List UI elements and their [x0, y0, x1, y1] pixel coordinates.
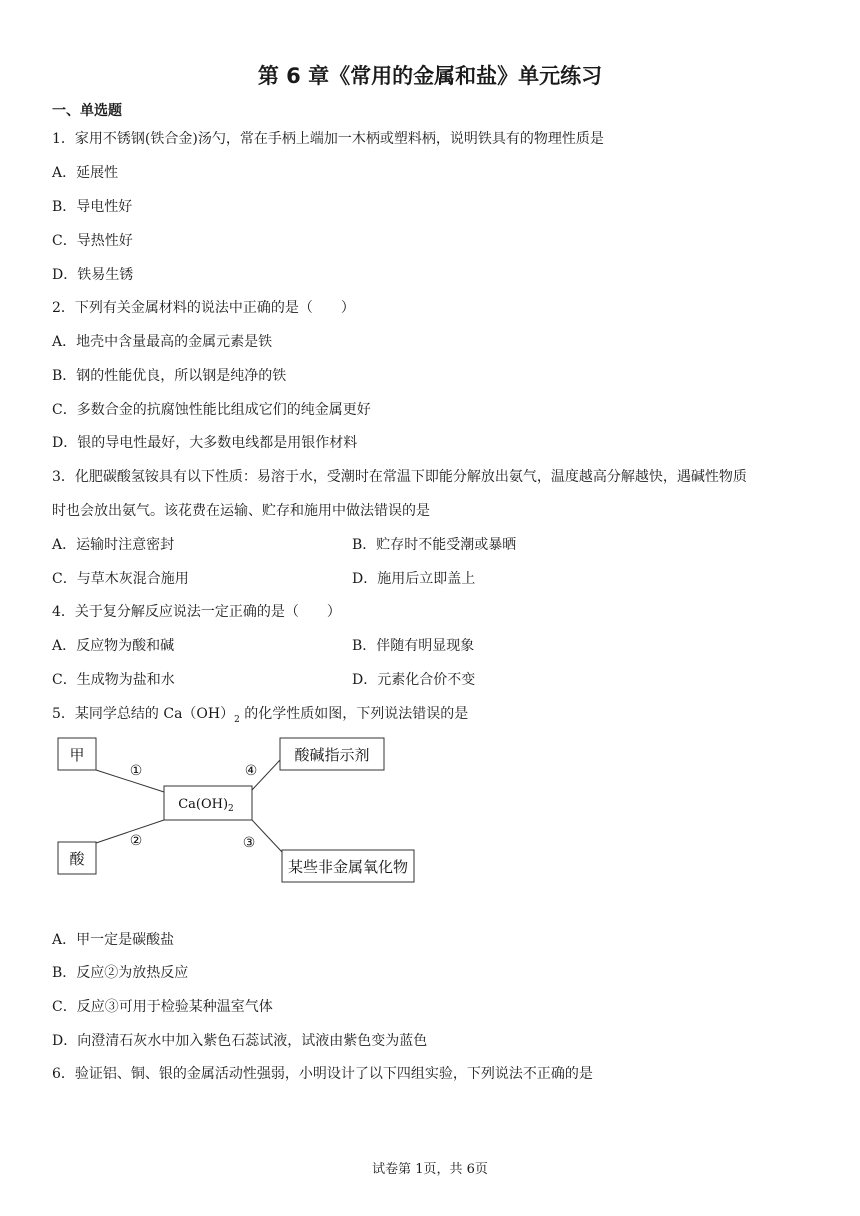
question-4-option-a: A．反应物为酸和碱: [52, 638, 175, 654]
box-indicator-label: 酸碱指示剂: [294, 746, 370, 764]
question-2-option-c: C．多数合金的抗腐蚀性能比组成它们的纯金属更好: [52, 402, 371, 418]
question-1-option-b: B．导电性好: [52, 199, 133, 215]
marker-2: ②: [129, 833, 143, 849]
question-1-option-d: D．铁易生锈: [52, 267, 134, 283]
section-heading: 一、单选题: [52, 103, 122, 119]
box-jia-label: 甲: [69, 746, 85, 764]
connector-3: [252, 820, 282, 852]
question-2-option-a: A．地壳中含量最高的金属元素是铁: [52, 334, 273, 350]
box-acid-label: 酸: [69, 850, 85, 868]
question-4-option-d: D．元素化合价不变: [352, 672, 476, 688]
question-5-option-d: D．向澄清石灰水中加入紫色石蕊试液，试液由紫色变为蓝色: [52, 1033, 428, 1049]
marker-4: ④: [244, 763, 258, 779]
question-6-stem: 6．验证铝、铜、银的金属活动性强弱，小明设计了以下四组实验，下列说法不正确的是: [52, 1066, 593, 1082]
box-nonmetal-oxide-label: 某些非金属氧化物: [287, 858, 409, 876]
question-3-option-a: A．运输时注意密封: [52, 537, 175, 553]
question-2-stem: 2．下列有关金属材料的说法中正确的是（ ）: [52, 300, 355, 316]
question-3-option-d: D．施用后立即盖上: [352, 571, 476, 587]
question-5-option-b: B．反应②为放热反应: [52, 965, 189, 981]
question-3-option-b: B．贮存时不能受潮或暴晒: [352, 537, 517, 553]
question-3-option-c: C．与草木灰混合施用: [52, 571, 189, 587]
question-5-option-a: A．甲一定是碳酸盐: [52, 932, 175, 948]
question-3-stem-line-1: 3．化肥碳酸氢铵具有以下性质：易溶于水，受潮时在常温下即能分解放出氨气，温度越高分解越快，遇碱性物质: [52, 469, 747, 485]
center-formula: [178, 797, 234, 814]
question-5-stem-before: 5．某同学总结的 Ca（OH）: [52, 706, 235, 722]
question-5-stem: [52, 703, 468, 725]
question-5-option-c: C．反应③可用于检验某种温室气体: [52, 999, 273, 1015]
marker-3: ③: [242, 835, 256, 851]
center-formula-subscript: 2: [228, 804, 234, 814]
question-5-stem-after: 的化学性质如图，下列说法错误的是: [239, 706, 469, 722]
question-5-stem-subscript: 2: [234, 714, 240, 725]
marker-1: ①: [129, 763, 143, 779]
question-2-option-b: B．钢的性能优良，所以钢是纯净的铁: [52, 368, 287, 384]
question-3-stem-line-2: 时也会放出氨气。该花费在运输、贮存和施用中做法错误的是: [52, 503, 430, 519]
page-footer: 试卷第 1页，共 6页: [372, 1162, 488, 1177]
question-1-option-c: C．导热性好: [52, 233, 133, 249]
question-4-option-c: C．生成物为盐和水: [52, 672, 175, 688]
question-4-option-b: B．伴随有明显现象: [352, 638, 475, 654]
center-formula-main: Ca(OH): [178, 797, 229, 812]
question-1-option-a: A．延展性: [52, 165, 119, 181]
question-4-stem: 4．关于复分解反应说法一定正确的是（ ）: [52, 604, 341, 620]
exam-title: 第 6 章《常用的金属和盐》单元练习: [257, 64, 603, 88]
question-1-stem: 1．家用不锈钢(铁合金)汤勺，常在手柄上端加一木柄或塑料柄，说明铁具有的物理性质是: [52, 131, 604, 147]
calcium-hydroxide-property-diagram: [52, 732, 422, 888]
question-2-option-d: D．银的导电性最好，大多数电线都是用银作材料: [52, 435, 358, 451]
